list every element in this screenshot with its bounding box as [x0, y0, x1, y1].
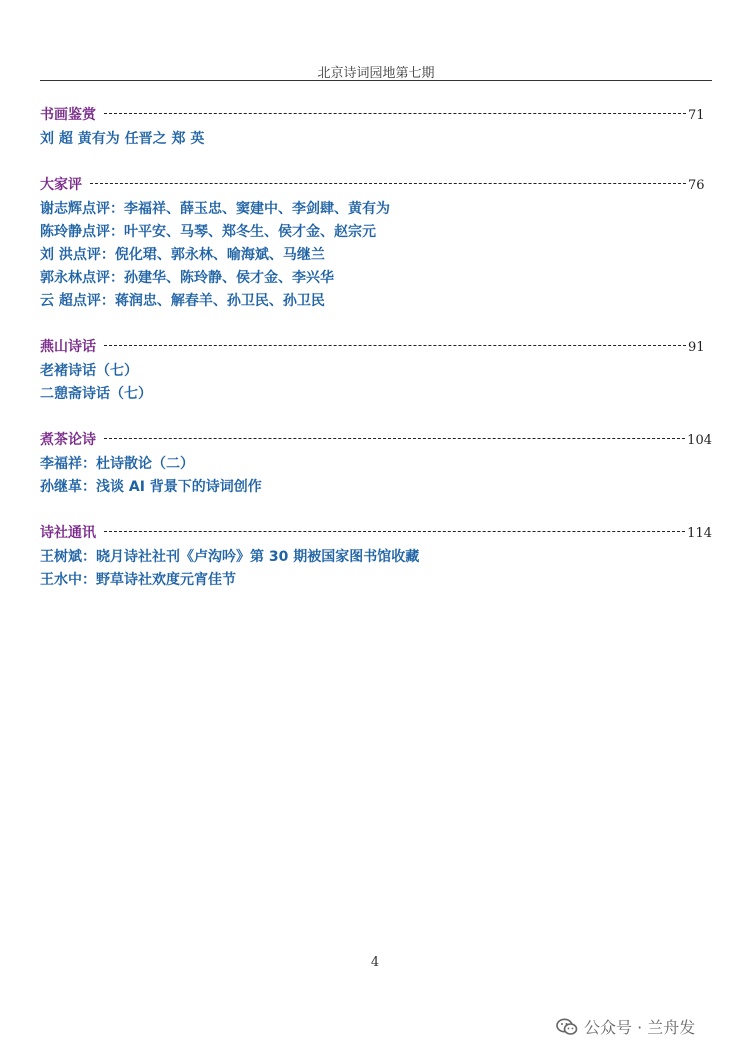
dot-leader [104, 531, 685, 532]
page-number: 4 [370, 955, 380, 970]
toc-entry[interactable]: 王树斌：晓月诗社社刊《卢沟吟》第 30 期被国家图书馆收藏 [40, 549, 420, 565]
section-title: 书画鉴赏 [40, 107, 96, 123]
toc-section-heading[interactable] [40, 522, 712, 546]
table-of-contents [40, 104, 712, 615]
wechat-icon [556, 1018, 578, 1036]
dot-leader [104, 438, 685, 439]
toc-section-heading[interactable] [40, 104, 712, 128]
toc-section-heading[interactable] [40, 336, 712, 360]
section-page-number: 104 [687, 433, 712, 448]
toc-section-heading[interactable] [40, 174, 712, 198]
section-title: 煮茶论诗 [40, 432, 96, 448]
toc-section-calligraphy [40, 104, 712, 151]
toc-section-master-review [40, 174, 712, 313]
toc-section-heading[interactable] [40, 429, 712, 453]
header-divider [40, 80, 712, 81]
toc-entry[interactable]: 王水中：野草诗社欢度元宵佳节 [40, 572, 236, 588]
toc-entry[interactable]: 云 超点评：蒋润忠、解春羊、孙卫民、孙卫民 [40, 293, 325, 309]
toc-entry[interactable]: 郭永林点评：孙建华、陈玲静、侯才金、李兴华 [40, 270, 334, 286]
toc-entry[interactable]: 谢志辉点评：李福祥、薛玉忠、窦建中、李剑肆、黄有为 [40, 201, 390, 217]
toc-section-yanshan-poetry-talk [40, 336, 712, 406]
section-page-number: 76 [688, 178, 705, 193]
watermark-text: 公众号 · 兰舟发 [584, 1018, 696, 1037]
toc-entry[interactable]: 刘 洪点评：倪化珺、郭永林、喻海斌、马继兰 [40, 247, 325, 263]
page-header-title: 北京诗词园地第七期 [317, 66, 435, 81]
section-page-number: 71 [688, 108, 705, 123]
section-page-number: 91 [688, 340, 705, 355]
section-title: 诗社通讯 [40, 525, 96, 541]
toc-section-society-news [40, 522, 712, 592]
toc-entry[interactable]: 陈玲静点评：叶平安、马琴、郑冬生、侯才金、赵宗元 [40, 224, 376, 240]
toc-entry[interactable]: 孙继革：浅谈 AI 背景下的诗词创作 [40, 479, 262, 495]
toc-section-tea-poetry-discussion [40, 429, 712, 499]
wechat-watermark [556, 1015, 695, 1038]
section-title: 大家评 [40, 177, 82, 193]
toc-entry[interactable]: 二憩斋诗话（七） [40, 386, 152, 402]
dot-leader [104, 113, 686, 114]
section-title: 燕山诗话 [40, 339, 96, 355]
toc-entry[interactable]: 刘 超 黄有为 任晋之 郑 英 [40, 131, 205, 147]
section-page-number: 114 [687, 526, 712, 541]
toc-entry[interactable]: 李福祥：杜诗散论（二） [40, 456, 194, 472]
toc-entry[interactable]: 老褚诗话（七） [40, 363, 138, 379]
dot-leader [90, 183, 686, 184]
dot-leader [104, 345, 686, 346]
